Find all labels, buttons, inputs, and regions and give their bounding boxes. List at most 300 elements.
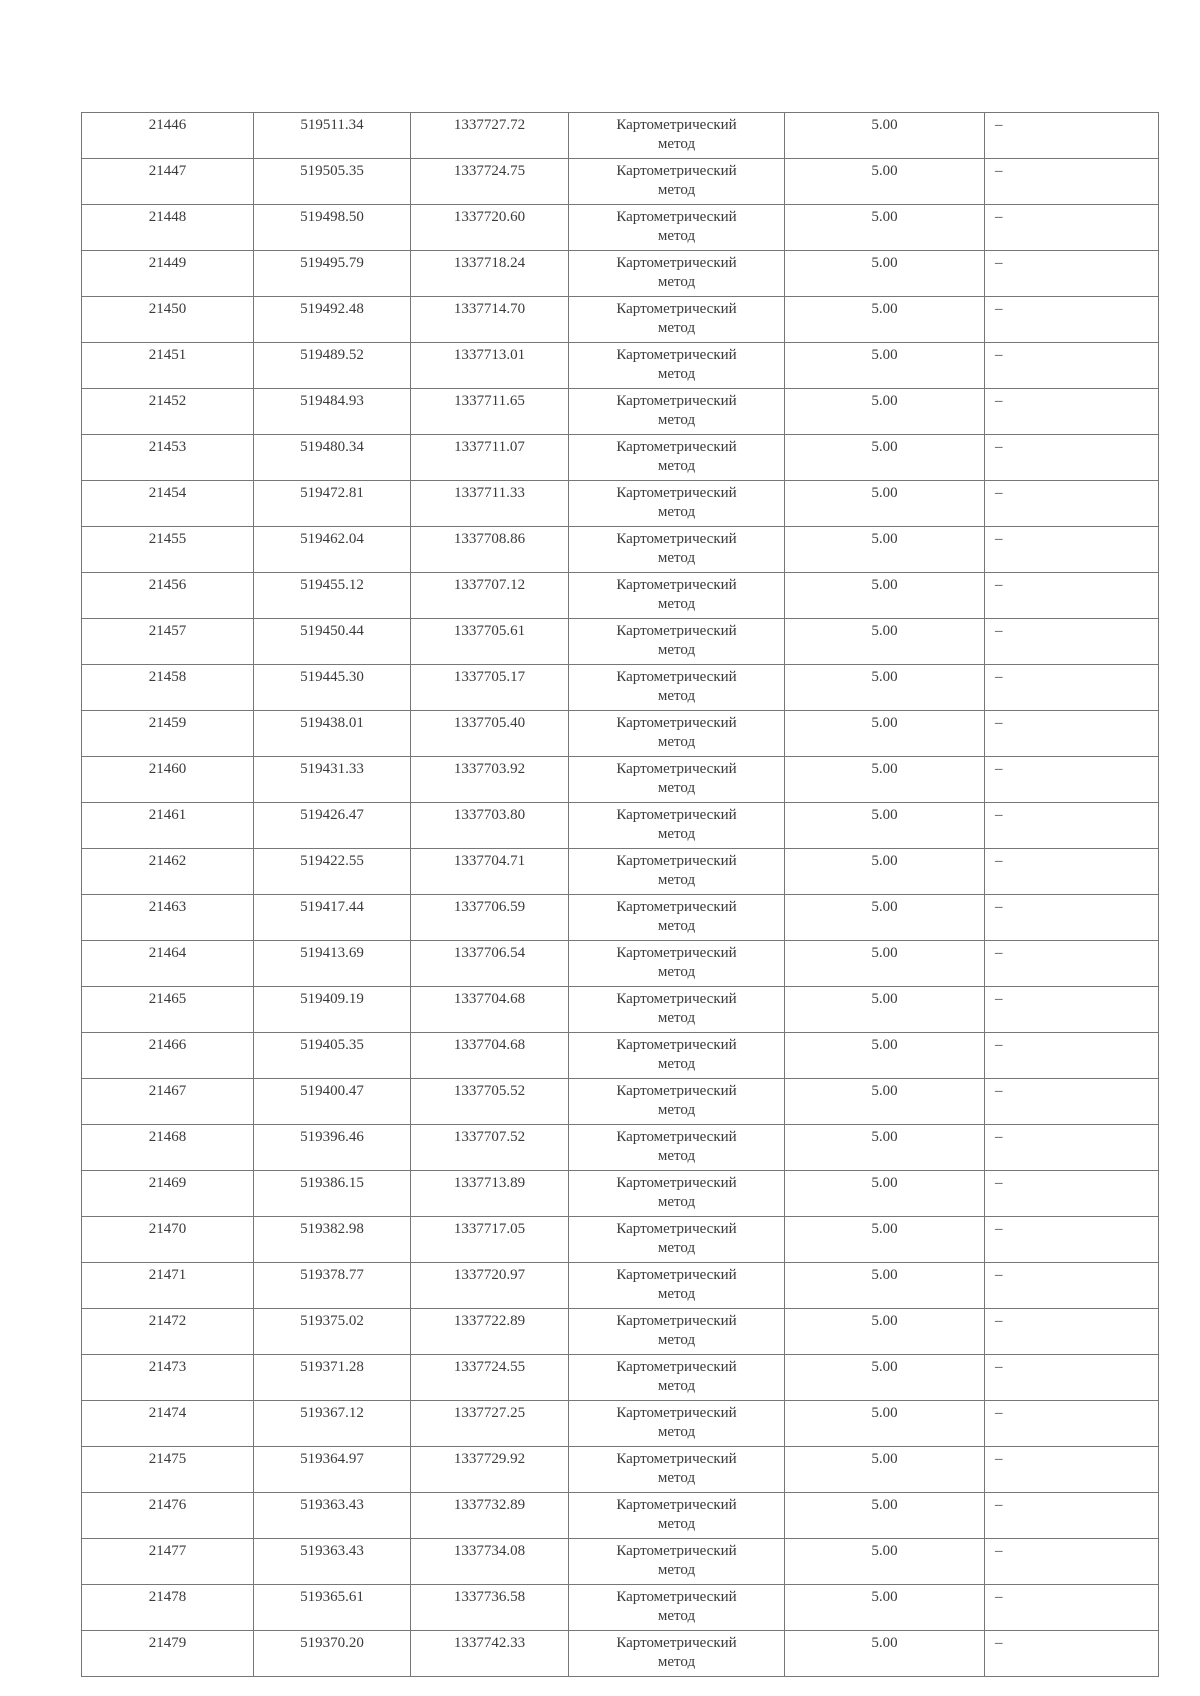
method-cell xyxy=(569,1171,785,1217)
method-cell xyxy=(569,297,785,343)
point-number-cell: 21457 xyxy=(82,619,254,665)
method-text-line2: метод xyxy=(657,964,696,980)
method-text-line2: метод xyxy=(657,1010,696,1026)
accuracy-cell: 5.00 xyxy=(785,251,985,297)
method-text-line1: Картометрический xyxy=(616,301,737,317)
y-coordinate-cell: 1337736.58 xyxy=(411,1585,569,1631)
method-text-line1: Картометрический xyxy=(616,991,737,1007)
accuracy-cell: 5.00 xyxy=(785,1263,985,1309)
method-text-line1: Картометрический xyxy=(616,1313,737,1329)
x-coordinate-cell: 519400.47 xyxy=(254,1079,411,1125)
method-text-line1: Картометрический xyxy=(616,485,737,501)
method-cell xyxy=(569,849,785,895)
note-cell: – xyxy=(985,987,1159,1033)
accuracy-cell: 5.00 xyxy=(785,343,985,389)
method-text-line2: метод xyxy=(657,1562,696,1578)
table-row xyxy=(82,1263,1159,1309)
method-text-line2: метод xyxy=(657,504,696,520)
note-cell: – xyxy=(985,1125,1159,1171)
method-text-line2: метод xyxy=(657,182,696,198)
y-coordinate-cell: 1337713.89 xyxy=(411,1171,569,1217)
y-coordinate-cell: 1337720.97 xyxy=(411,1263,569,1309)
y-coordinate-cell: 1337742.33 xyxy=(411,1631,569,1677)
note-cell: – xyxy=(985,1493,1159,1539)
table-row xyxy=(82,389,1159,435)
method-text-line2: метод xyxy=(657,1424,696,1440)
method-text-line1: Картометрический xyxy=(616,1405,737,1421)
accuracy-cell: 5.00 xyxy=(785,205,985,251)
point-number-cell: 21446 xyxy=(82,113,254,159)
method-cell xyxy=(569,1355,785,1401)
method-text-line2: метод xyxy=(657,734,696,750)
point-number-cell: 21451 xyxy=(82,343,254,389)
y-coordinate-cell: 1337717.05 xyxy=(411,1217,569,1263)
x-coordinate-cell: 519417.44 xyxy=(254,895,411,941)
accuracy-cell: 5.00 xyxy=(785,113,985,159)
method-text-line1: Картометрический xyxy=(616,1589,737,1605)
x-coordinate-cell: 519455.12 xyxy=(254,573,411,619)
method-text-line1: Картометрический xyxy=(616,209,737,225)
accuracy-cell: 5.00 xyxy=(785,297,985,343)
method-cell xyxy=(569,1033,785,1079)
method-text-line2: метод xyxy=(657,780,696,796)
x-coordinate-cell: 519382.98 xyxy=(254,1217,411,1263)
y-coordinate-cell: 1337724.55 xyxy=(411,1355,569,1401)
accuracy-cell: 5.00 xyxy=(785,1171,985,1217)
method-text-line2: метод xyxy=(657,1608,696,1624)
method-text-line2: метод xyxy=(657,550,696,566)
method-cell xyxy=(569,343,785,389)
x-coordinate-cell: 519484.93 xyxy=(254,389,411,435)
coordinates-table xyxy=(81,112,1159,1677)
method-cell xyxy=(569,573,785,619)
method-text-line1: Картометрический xyxy=(616,1451,737,1467)
note-cell: – xyxy=(985,941,1159,987)
table-row xyxy=(82,1309,1159,1355)
note-cell: – xyxy=(985,1447,1159,1493)
y-coordinate-cell: 1337711.65 xyxy=(411,389,569,435)
method-cell xyxy=(569,1217,785,1263)
method-cell xyxy=(569,1539,785,1585)
x-coordinate-cell: 519405.35 xyxy=(254,1033,411,1079)
point-number-cell: 21470 xyxy=(82,1217,254,1263)
method-text-line1: Картометрический xyxy=(616,531,737,547)
y-coordinate-cell: 1337705.40 xyxy=(411,711,569,757)
x-coordinate-cell: 519409.19 xyxy=(254,987,411,1033)
note-cell: – xyxy=(985,757,1159,803)
point-number-cell: 21461 xyxy=(82,803,254,849)
point-number-cell: 21453 xyxy=(82,435,254,481)
method-text-line2: метод xyxy=(657,1516,696,1532)
y-coordinate-cell: 1337704.68 xyxy=(411,1033,569,1079)
table-row xyxy=(82,1125,1159,1171)
table-row xyxy=(82,205,1159,251)
method-text-line1: Картометрический xyxy=(616,347,737,363)
accuracy-cell: 5.00 xyxy=(785,849,985,895)
method-text-line2: метод xyxy=(657,1332,696,1348)
method-cell xyxy=(569,987,785,1033)
method-cell xyxy=(569,711,785,757)
point-number-cell: 21476 xyxy=(82,1493,254,1539)
y-coordinate-cell: 1337722.89 xyxy=(411,1309,569,1355)
table-row xyxy=(82,941,1159,987)
method-text-line1: Картометрический xyxy=(616,1083,737,1099)
y-coordinate-cell: 1337724.75 xyxy=(411,159,569,205)
method-cell xyxy=(569,1585,785,1631)
y-coordinate-cell: 1337705.17 xyxy=(411,665,569,711)
method-text-line2: метод xyxy=(657,228,696,244)
point-number-cell: 21449 xyxy=(82,251,254,297)
note-cell: – xyxy=(985,1355,1159,1401)
method-text-line2: метод xyxy=(657,1194,696,1210)
table-row xyxy=(82,1631,1159,1677)
accuracy-cell: 5.00 xyxy=(785,665,985,711)
method-text-line1: Картометрический xyxy=(616,1635,737,1651)
note-cell: – xyxy=(985,849,1159,895)
y-coordinate-cell: 1337714.70 xyxy=(411,297,569,343)
method-cell xyxy=(569,1263,785,1309)
y-coordinate-cell: 1337705.52 xyxy=(411,1079,569,1125)
y-coordinate-cell: 1337729.92 xyxy=(411,1447,569,1493)
method-text-line1: Картометрический xyxy=(616,623,737,639)
method-text-line1: Картометрический xyxy=(616,945,737,961)
method-text-line2: метод xyxy=(657,1470,696,1486)
note-cell: – xyxy=(985,527,1159,573)
x-coordinate-cell: 519445.30 xyxy=(254,665,411,711)
accuracy-cell: 5.00 xyxy=(785,1585,985,1631)
accuracy-cell: 5.00 xyxy=(785,573,985,619)
note-cell: – xyxy=(985,573,1159,619)
point-number-cell: 21452 xyxy=(82,389,254,435)
method-text-line2: метод xyxy=(657,1240,696,1256)
method-text-line1: Картометрический xyxy=(616,1497,737,1513)
method-cell xyxy=(569,435,785,481)
y-coordinate-cell: 1337734.08 xyxy=(411,1539,569,1585)
point-number-cell: 21469 xyxy=(82,1171,254,1217)
accuracy-cell: 5.00 xyxy=(785,159,985,205)
method-text-line1: Картометрический xyxy=(616,163,737,179)
table-row xyxy=(82,159,1159,205)
y-coordinate-cell: 1337706.54 xyxy=(411,941,569,987)
method-text-line1: Картометрический xyxy=(616,761,737,777)
method-text-line1: Картометрический xyxy=(616,255,737,271)
x-coordinate-cell: 519511.34 xyxy=(254,113,411,159)
table-row xyxy=(82,619,1159,665)
accuracy-cell: 5.00 xyxy=(785,435,985,481)
x-coordinate-cell: 519363.43 xyxy=(254,1539,411,1585)
table-row xyxy=(82,1539,1159,1585)
x-coordinate-cell: 519363.43 xyxy=(254,1493,411,1539)
accuracy-cell: 5.00 xyxy=(785,987,985,1033)
method-text-line1: Картометрический xyxy=(616,393,737,409)
x-coordinate-cell: 519370.20 xyxy=(254,1631,411,1677)
point-number-cell: 21458 xyxy=(82,665,254,711)
x-coordinate-cell: 519450.44 xyxy=(254,619,411,665)
point-number-cell: 21472 xyxy=(82,1309,254,1355)
note-cell: – xyxy=(985,1171,1159,1217)
note-cell: – xyxy=(985,895,1159,941)
method-cell xyxy=(569,1631,785,1677)
point-number-cell: 21447 xyxy=(82,159,254,205)
method-cell xyxy=(569,159,785,205)
note-cell: – xyxy=(985,665,1159,711)
note-cell: – xyxy=(985,159,1159,205)
point-number-cell: 21478 xyxy=(82,1585,254,1631)
y-coordinate-cell: 1337704.71 xyxy=(411,849,569,895)
table-row xyxy=(82,1447,1159,1493)
method-text-line2: метод xyxy=(657,320,696,336)
method-text-line2: метод xyxy=(657,1378,696,1394)
note-cell: – xyxy=(985,481,1159,527)
point-number-cell: 21466 xyxy=(82,1033,254,1079)
point-number-cell: 21465 xyxy=(82,987,254,1033)
method-cell xyxy=(569,941,785,987)
method-cell xyxy=(569,1079,785,1125)
table-row xyxy=(82,435,1159,481)
note-cell: – xyxy=(985,711,1159,757)
y-coordinate-cell: 1337732.89 xyxy=(411,1493,569,1539)
table-row xyxy=(82,481,1159,527)
method-text-line2: метод xyxy=(657,412,696,428)
y-coordinate-cell: 1337703.80 xyxy=(411,803,569,849)
method-cell xyxy=(569,1447,785,1493)
method-cell xyxy=(569,481,785,527)
method-text-line1: Картометрический xyxy=(616,669,737,685)
method-cell xyxy=(569,1493,785,1539)
note-cell: – xyxy=(985,1309,1159,1355)
x-coordinate-cell: 519396.46 xyxy=(254,1125,411,1171)
method-text-line1: Картометрический xyxy=(616,1359,737,1375)
accuracy-cell: 5.00 xyxy=(785,1309,985,1355)
note-cell: – xyxy=(985,803,1159,849)
x-coordinate-cell: 519365.61 xyxy=(254,1585,411,1631)
x-coordinate-cell: 519472.81 xyxy=(254,481,411,527)
accuracy-cell: 5.00 xyxy=(785,757,985,803)
method-text-line1: Картометрический xyxy=(616,577,737,593)
method-cell xyxy=(569,1401,785,1447)
x-coordinate-cell: 519426.47 xyxy=(254,803,411,849)
note-cell: – xyxy=(985,297,1159,343)
note-cell: – xyxy=(985,113,1159,159)
x-coordinate-cell: 519378.77 xyxy=(254,1263,411,1309)
y-coordinate-cell: 1337704.68 xyxy=(411,987,569,1033)
accuracy-cell: 5.00 xyxy=(785,1631,985,1677)
accuracy-cell: 5.00 xyxy=(785,711,985,757)
note-cell: – xyxy=(985,205,1159,251)
method-text-line2: метод xyxy=(657,1148,696,1164)
method-text-line1: Картометрический xyxy=(616,899,737,915)
table-row xyxy=(82,895,1159,941)
method-text-line1: Картометрический xyxy=(616,439,737,455)
method-text-line2: метод xyxy=(657,872,696,888)
note-cell: – xyxy=(985,389,1159,435)
note-cell: – xyxy=(985,619,1159,665)
accuracy-cell: 5.00 xyxy=(785,527,985,573)
point-number-cell: 21448 xyxy=(82,205,254,251)
x-coordinate-cell: 519422.55 xyxy=(254,849,411,895)
method-text-line2: метод xyxy=(657,274,696,290)
table-row xyxy=(82,987,1159,1033)
y-coordinate-cell: 1337708.86 xyxy=(411,527,569,573)
x-coordinate-cell: 519462.04 xyxy=(254,527,411,573)
x-coordinate-cell: 519364.97 xyxy=(254,1447,411,1493)
method-cell xyxy=(569,665,785,711)
table-row xyxy=(82,665,1159,711)
y-coordinate-cell: 1337705.61 xyxy=(411,619,569,665)
table-row xyxy=(82,1079,1159,1125)
method-text-line1: Картометрический xyxy=(616,1129,737,1145)
x-coordinate-cell: 519498.50 xyxy=(254,205,411,251)
method-text-line1: Картометрический xyxy=(616,1175,737,1191)
method-text-line2: метод xyxy=(657,1056,696,1072)
note-cell: – xyxy=(985,1585,1159,1631)
method-text-line2: метод xyxy=(657,918,696,934)
point-number-cell: 21477 xyxy=(82,1539,254,1585)
accuracy-cell: 5.00 xyxy=(785,803,985,849)
table-row xyxy=(82,1401,1159,1447)
table-row xyxy=(82,527,1159,573)
table-row xyxy=(82,251,1159,297)
table-row xyxy=(82,113,1159,159)
method-text-line2: метод xyxy=(657,136,696,152)
y-coordinate-cell: 1337720.60 xyxy=(411,205,569,251)
note-cell: – xyxy=(985,1631,1159,1677)
x-coordinate-cell: 519375.02 xyxy=(254,1309,411,1355)
x-coordinate-cell: 519386.15 xyxy=(254,1171,411,1217)
method-text-line1: Картометрический xyxy=(616,1543,737,1559)
table-row xyxy=(82,1493,1159,1539)
coordinates-table-body xyxy=(82,113,1159,1677)
method-text-line2: метод xyxy=(657,366,696,382)
method-text-line1: Картометрический xyxy=(616,1221,737,1237)
accuracy-cell: 5.00 xyxy=(785,941,985,987)
point-number-cell: 21473 xyxy=(82,1355,254,1401)
x-coordinate-cell: 519489.52 xyxy=(254,343,411,389)
accuracy-cell: 5.00 xyxy=(785,1447,985,1493)
y-coordinate-cell: 1337713.01 xyxy=(411,343,569,389)
y-coordinate-cell: 1337718.24 xyxy=(411,251,569,297)
accuracy-cell: 5.00 xyxy=(785,895,985,941)
y-coordinate-cell: 1337727.72 xyxy=(411,113,569,159)
x-coordinate-cell: 519492.48 xyxy=(254,297,411,343)
x-coordinate-cell: 519505.35 xyxy=(254,159,411,205)
accuracy-cell: 5.00 xyxy=(785,1033,985,1079)
accuracy-cell: 5.00 xyxy=(785,1355,985,1401)
method-text-line2: метод xyxy=(657,642,696,658)
method-cell xyxy=(569,895,785,941)
table-row xyxy=(82,1171,1159,1217)
note-cell: – xyxy=(985,343,1159,389)
method-text-line1: Картометрический xyxy=(616,715,737,731)
x-coordinate-cell: 519431.33 xyxy=(254,757,411,803)
method-cell xyxy=(569,1309,785,1355)
x-coordinate-cell: 519480.34 xyxy=(254,435,411,481)
point-number-cell: 21450 xyxy=(82,297,254,343)
x-coordinate-cell: 519367.12 xyxy=(254,1401,411,1447)
method-text-line2: метод xyxy=(657,1286,696,1302)
accuracy-cell: 5.00 xyxy=(785,1125,985,1171)
method-text-line2: метод xyxy=(657,458,696,474)
note-cell: – xyxy=(985,1033,1159,1079)
accuracy-cell: 5.00 xyxy=(785,1539,985,1585)
x-coordinate-cell: 519438.01 xyxy=(254,711,411,757)
y-coordinate-cell: 1337706.59 xyxy=(411,895,569,941)
method-cell xyxy=(569,757,785,803)
note-cell: – xyxy=(985,1539,1159,1585)
table-row xyxy=(82,343,1159,389)
method-text-line2: метод xyxy=(657,1102,696,1118)
table-row xyxy=(82,757,1159,803)
note-cell: – xyxy=(985,435,1159,481)
method-text-line2: метод xyxy=(657,1654,696,1670)
y-coordinate-cell: 1337727.25 xyxy=(411,1401,569,1447)
method-cell xyxy=(569,803,785,849)
method-text-line1: Картометрический xyxy=(616,853,737,869)
table-row xyxy=(82,1217,1159,1263)
method-cell xyxy=(569,527,785,573)
note-cell: – xyxy=(985,1217,1159,1263)
accuracy-cell: 5.00 xyxy=(785,1401,985,1447)
point-number-cell: 21474 xyxy=(82,1401,254,1447)
method-text-line2: метод xyxy=(657,826,696,842)
accuracy-cell: 5.00 xyxy=(785,1079,985,1125)
point-number-cell: 21471 xyxy=(82,1263,254,1309)
method-cell xyxy=(569,1125,785,1171)
x-coordinate-cell: 519413.69 xyxy=(254,941,411,987)
table-row xyxy=(82,803,1159,849)
point-number-cell: 21462 xyxy=(82,849,254,895)
table-row xyxy=(82,849,1159,895)
accuracy-cell: 5.00 xyxy=(785,1217,985,1263)
table-row xyxy=(82,1033,1159,1079)
accuracy-cell: 5.00 xyxy=(785,619,985,665)
note-cell: – xyxy=(985,1263,1159,1309)
note-cell: – xyxy=(985,1079,1159,1125)
method-cell xyxy=(569,389,785,435)
y-coordinate-cell: 1337707.12 xyxy=(411,573,569,619)
method-cell xyxy=(569,251,785,297)
method-text-line1: Картометрический xyxy=(616,1037,737,1053)
table-row xyxy=(82,297,1159,343)
method-text-line2: метод xyxy=(657,596,696,612)
method-text-line1: Картометрический xyxy=(616,1267,737,1283)
method-cell xyxy=(569,113,785,159)
y-coordinate-cell: 1337703.92 xyxy=(411,757,569,803)
point-number-cell: 21456 xyxy=(82,573,254,619)
x-coordinate-cell: 519371.28 xyxy=(254,1355,411,1401)
point-number-cell: 21460 xyxy=(82,757,254,803)
point-number-cell: 21467 xyxy=(82,1079,254,1125)
table-row xyxy=(82,573,1159,619)
y-coordinate-cell: 1337707.52 xyxy=(411,1125,569,1171)
method-text-line2: метод xyxy=(657,688,696,704)
point-number-cell: 21464 xyxy=(82,941,254,987)
y-coordinate-cell: 1337711.07 xyxy=(411,435,569,481)
accuracy-cell: 5.00 xyxy=(785,481,985,527)
method-text-line1: Картометрический xyxy=(616,807,737,823)
point-number-cell: 21468 xyxy=(82,1125,254,1171)
point-number-cell: 21459 xyxy=(82,711,254,757)
point-number-cell: 21475 xyxy=(82,1447,254,1493)
method-cell xyxy=(569,619,785,665)
point-number-cell: 21455 xyxy=(82,527,254,573)
point-number-cell: 21479 xyxy=(82,1631,254,1677)
point-number-cell: 21454 xyxy=(82,481,254,527)
table-row xyxy=(82,1585,1159,1631)
method-cell xyxy=(569,205,785,251)
method-text-line1: Картометрический xyxy=(616,117,737,133)
x-coordinate-cell: 519495.79 xyxy=(254,251,411,297)
